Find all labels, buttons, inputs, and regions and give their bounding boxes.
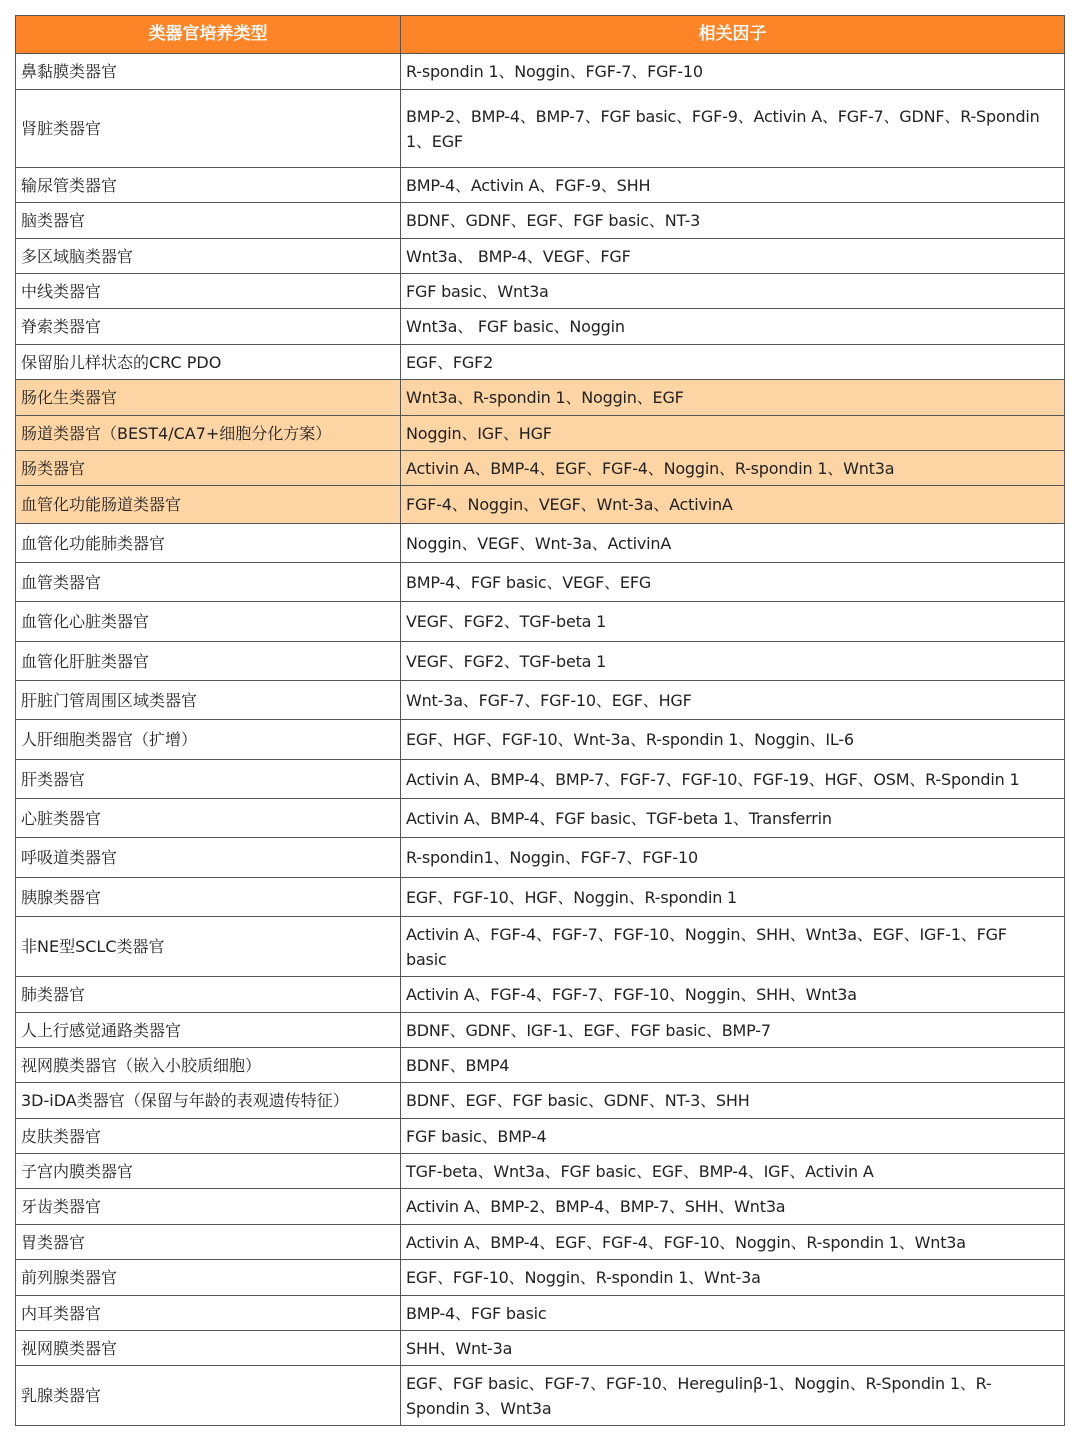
related-factors-cell: Activin A、BMP-4、EGF、FGF-4、Noggin、R-spondin 1、Wnt3a	[401, 451, 1065, 486]
organoid-type-cell: 血管化功能肺类器官	[16, 524, 401, 563]
organoid-type-cell: 肺类器官	[16, 977, 401, 1013]
organoid-type-cell: 视网膜类器官	[16, 1331, 401, 1366]
table-row	[16, 917, 1065, 977]
organoid-type-cell: 人肝细胞类器官（扩增）	[16, 720, 401, 760]
table-row	[16, 1013, 1065, 1048]
organoid-type-cell: 肝脏门管周围区域类器官	[16, 681, 401, 720]
organoid-type-cell: 皮肤类器官	[16, 1119, 401, 1154]
related-factors-cell: Activin A、BMP-2、BMP-4、BMP-7、SHH、Wnt3a	[401, 1189, 1065, 1225]
related-factors-cell: R-spondin1、Noggin、FGF-7、FGF-10	[401, 838, 1065, 878]
table-row	[16, 524, 1065, 563]
table-row	[16, 642, 1065, 681]
related-factors-cell: BMP-2、BMP-4、BMP-7、FGF basic、FGF-9、Activin A、FGF-7、GDNF、R-Spondin 1、EGF	[401, 90, 1065, 168]
related-factors-cell: FGF basic、Wnt3a	[401, 274, 1065, 309]
related-factors-cell: EGF、FGF basic、FGF-7、FGF-10、Heregulinβ-1、Noggin、R-Spondin 1、R-Spondin 3、Wnt3a	[401, 1366, 1065, 1426]
organoid-type-cell: 胃类器官	[16, 1225, 401, 1260]
organoid-type-cell: 人上行感觉通路类器官	[16, 1013, 401, 1048]
table-row	[16, 1083, 1065, 1119]
organoid-type-cell: 鼻黏膜类器官	[16, 54, 401, 90]
table-row	[16, 602, 1065, 642]
related-factors-cell: Noggin、VEGF、Wnt-3a、ActivinA	[401, 524, 1065, 563]
organoid-type-cell: 脑类器官	[16, 203, 401, 239]
related-factors-cell: EGF、FGF-10、HGF、Noggin、R-spondin 1	[401, 878, 1065, 917]
related-factors-cell: Activin A、FGF-4、FGF-7、FGF-10、Noggin、SHH、Wnt3a	[401, 977, 1065, 1013]
related-factors-cell: VEGF、FGF2、TGF-beta 1	[401, 642, 1065, 681]
organoid-type-cell: 3D-iDA类器官（保留与年龄的表观遗传特征）	[16, 1083, 401, 1119]
related-factors-cell: Activin A、FGF-4、FGF-7、FGF-10、Noggin、SHH、Wnt3a、EGF、IGF-1、FGF basic	[401, 917, 1065, 977]
table-row	[16, 838, 1065, 878]
column-header-related-factors: 相关因子	[401, 16, 1065, 54]
organoid-type-cell: 子宫内膜类器官	[16, 1154, 401, 1189]
organoid-type-cell: 肾脏类器官	[16, 90, 401, 168]
related-factors-cell: BMP-4、FGF basic	[401, 1296, 1065, 1331]
organoid-type-cell: 视网膜类器官（嵌入小胶质细胞）	[16, 1048, 401, 1083]
related-factors-cell: BDNF、BMP4	[401, 1048, 1065, 1083]
related-factors-cell: Wnt3a、 BMP-4、VEGF、FGF	[401, 239, 1065, 274]
organoid-factor-table	[15, 15, 1065, 1426]
organoid-type-cell: 非NE型SCLC类器官	[16, 917, 401, 977]
related-factors-cell: EGF、HGF、FGF-10、Wnt-3a、R-spondin 1、Noggin、IL-6	[401, 720, 1065, 760]
table-row	[16, 239, 1065, 274]
organoid-type-cell: 心脏类器官	[16, 799, 401, 838]
organoid-type-cell: 血管化功能肠道类器官	[16, 486, 401, 524]
related-factors-cell: BMP-4、FGF basic、VEGF、EFG	[401, 563, 1065, 602]
table-row	[16, 977, 1065, 1013]
related-factors-cell: EGF、FGF-10、Noggin、R-spondin 1、Wnt-3a	[401, 1260, 1065, 1296]
related-factors-cell: VEGF、FGF2、TGF-beta 1	[401, 602, 1065, 642]
table-row	[16, 274, 1065, 309]
table-row	[16, 451, 1065, 486]
organoid-type-cell: 肝类器官	[16, 760, 401, 799]
organoid-type-cell: 血管化心脏类器官	[16, 602, 401, 642]
table-row	[16, 416, 1065, 451]
table-row	[16, 380, 1065, 416]
related-factors-cell: R-spondin 1、Noggin、FGF-7、FGF-10	[401, 54, 1065, 90]
organoid-type-cell: 多区域脑类器官	[16, 239, 401, 274]
table-row	[16, 345, 1065, 380]
related-factors-cell: SHH、Wnt-3a	[401, 1331, 1065, 1366]
related-factors-cell: Activin A、BMP-4、BMP-7、FGF-7、FGF-10、FGF-19、HGF、OSM、R-Spondin 1	[401, 760, 1065, 799]
related-factors-cell: Activin A、BMP-4、FGF basic、TGF-beta 1、Transferrin	[401, 799, 1065, 838]
related-factors-cell: BDNF、EGF、FGF basic、GDNF、NT-3、SHH	[401, 1083, 1065, 1119]
organoid-type-cell: 乳腺类器官	[16, 1366, 401, 1426]
organoid-type-cell: 中线类器官	[16, 274, 401, 309]
table-row	[16, 799, 1065, 838]
organoid-type-cell: 牙齿类器官	[16, 1189, 401, 1225]
organoid-type-cell: 血管化肝脏类器官	[16, 642, 401, 681]
table-row	[16, 1048, 1065, 1083]
table-row	[16, 1260, 1065, 1296]
organoid-type-cell: 保留胎儿样状态的CRC PDO	[16, 345, 401, 380]
organoid-type-cell: 肠类器官	[16, 451, 401, 486]
table-row	[16, 1119, 1065, 1154]
related-factors-cell: BMP-4、Activin A、FGF-9、SHH	[401, 168, 1065, 203]
table-row	[16, 681, 1065, 720]
table-body	[16, 54, 1065, 1426]
related-factors-cell: Wnt-3a、FGF-7、FGF-10、EGF、HGF	[401, 681, 1065, 720]
related-factors-cell: FGF basic、BMP-4	[401, 1119, 1065, 1154]
organoid-type-cell: 内耳类器官	[16, 1296, 401, 1331]
table-row	[16, 203, 1065, 239]
column-header-organoid-type: 类器官培养类型	[16, 16, 401, 54]
table-row	[16, 1366, 1065, 1426]
table-row	[16, 1154, 1065, 1189]
organoid-type-cell: 血管类器官	[16, 563, 401, 602]
table-header-row	[16, 16, 1065, 54]
table-row	[16, 1189, 1065, 1225]
related-factors-cell: FGF-4、Noggin、VEGF、Wnt-3a、ActivinA	[401, 486, 1065, 524]
table-row	[16, 90, 1065, 168]
table-row	[16, 54, 1065, 90]
organoid-type-cell: 脊索类器官	[16, 309, 401, 345]
table-row	[16, 1331, 1065, 1366]
table-row	[16, 309, 1065, 345]
related-factors-cell: Wnt3a、 FGF basic、Noggin	[401, 309, 1065, 345]
table-row	[16, 878, 1065, 917]
organoid-type-cell: 胰腺类器官	[16, 878, 401, 917]
table-row	[16, 563, 1065, 602]
related-factors-cell: BDNF、GDNF、EGF、FGF basic、NT-3	[401, 203, 1065, 239]
related-factors-cell: Wnt3a、R-spondin 1、Noggin、EGF	[401, 380, 1065, 416]
related-factors-cell: Noggin、IGF、HGF	[401, 416, 1065, 451]
table-row	[16, 760, 1065, 799]
organoid-type-cell: 输尿管类器官	[16, 168, 401, 203]
table-row	[16, 1225, 1065, 1260]
table-row	[16, 1296, 1065, 1331]
organoid-type-cell: 呼吸道类器官	[16, 838, 401, 878]
related-factors-cell: BDNF、GDNF、IGF-1、EGF、FGF basic、BMP-7	[401, 1013, 1065, 1048]
table-row	[16, 486, 1065, 524]
related-factors-cell: Activin A、BMP-4、EGF、FGF-4、FGF-10、Noggin、R-spondin 1、Wnt3a	[401, 1225, 1065, 1260]
related-factors-cell: TGF-beta、Wnt3a、FGF basic、EGF、BMP-4、IGF、Activin A	[401, 1154, 1065, 1189]
organoid-type-cell: 肠道类器官（BEST4/CA7+细胞分化方案）	[16, 416, 401, 451]
organoid-type-cell: 前列腺类器官	[16, 1260, 401, 1296]
organoid-type-cell: 肠化生类器官	[16, 380, 401, 416]
related-factors-cell: EGF、FGF2	[401, 345, 1065, 380]
table-row	[16, 720, 1065, 760]
table-row	[16, 168, 1065, 203]
